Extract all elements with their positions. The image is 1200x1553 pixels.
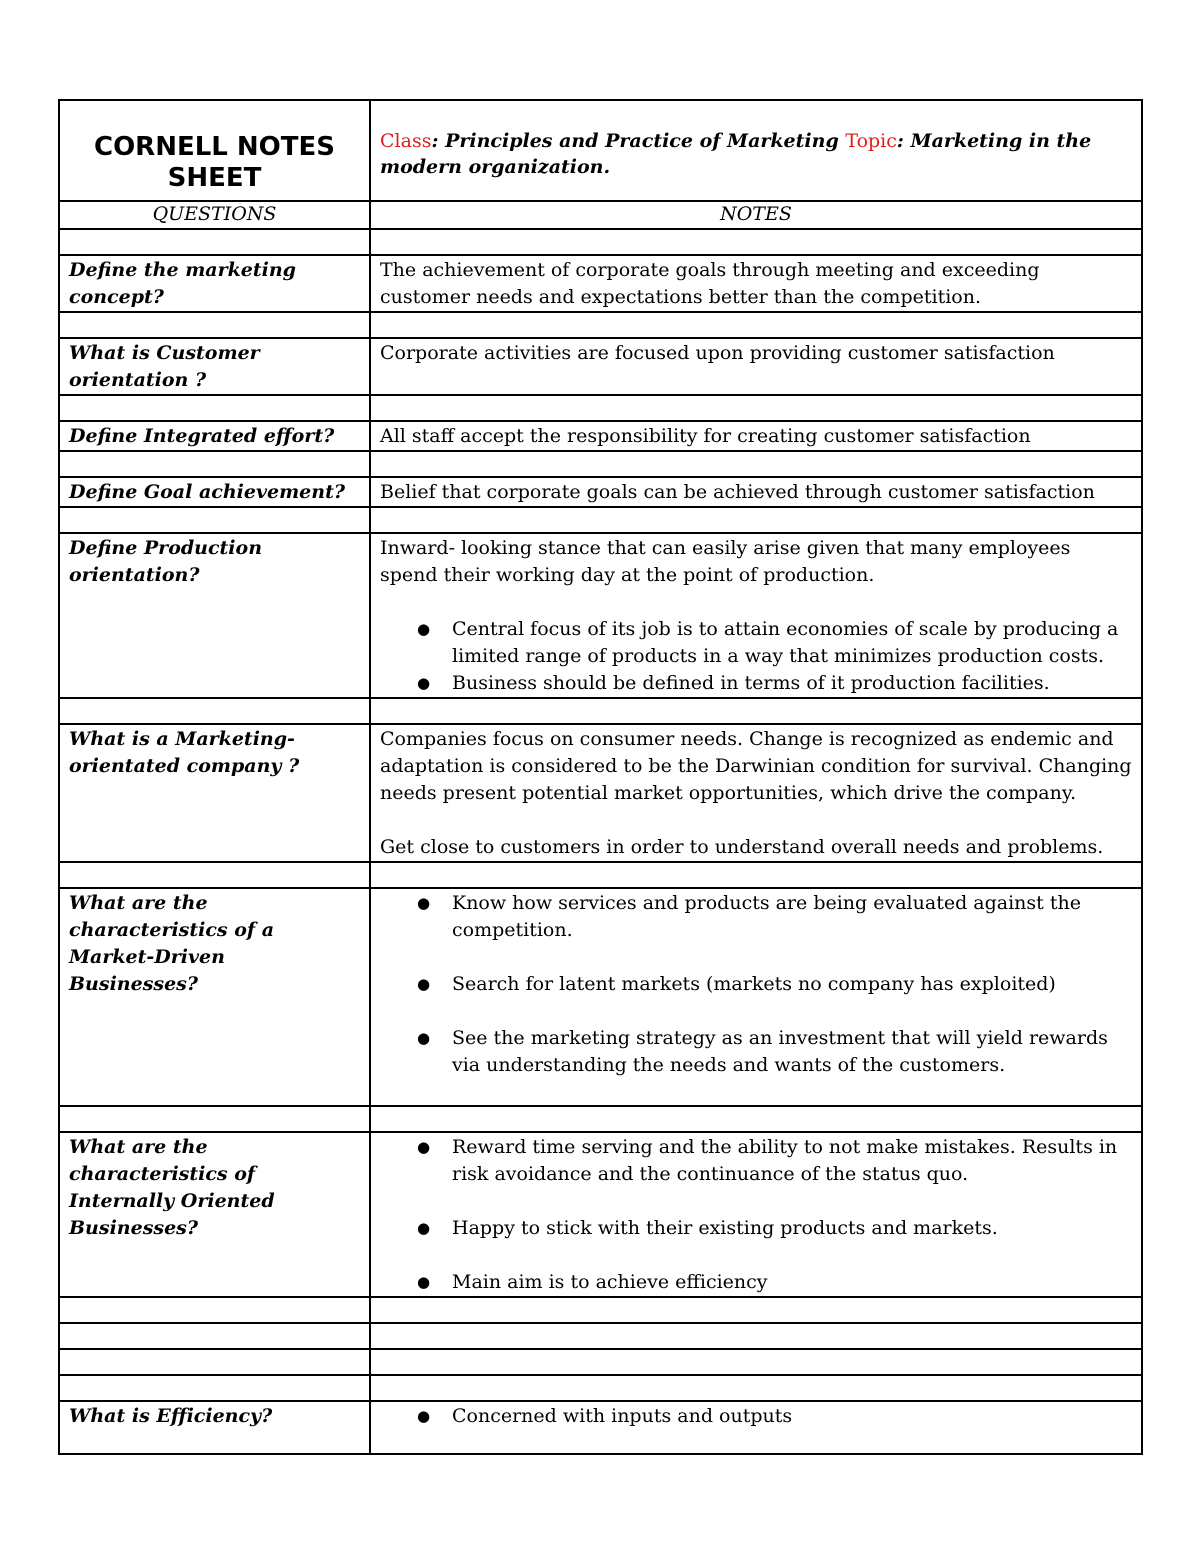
table-row bbox=[59, 477, 1142, 507]
note-cell: Belief that corporate goals can be achieved through customer satisfaction bbox=[370, 477, 1142, 507]
question-cell: Define Production orientation? bbox=[59, 533, 370, 698]
spacer-row bbox=[59, 1106, 1142, 1132]
table-row bbox=[59, 1132, 1142, 1297]
list-item: ● Search for latent markets (markets no company has exploited) bbox=[380, 971, 1132, 998]
question-cell: What is Efficiency? bbox=[59, 1401, 370, 1454]
spacer-row bbox=[59, 1349, 1142, 1375]
notes-header: NOTES bbox=[370, 201, 1142, 229]
column-header-row bbox=[59, 201, 1142, 229]
table-row bbox=[59, 338, 1142, 395]
spacer-row bbox=[59, 312, 1142, 338]
list-item: ● Business should be defined in terms of it production facilities. bbox=[380, 670, 1132, 697]
list-item: ● Concerned with inputs and outputs bbox=[380, 1403, 1132, 1430]
spacer-row bbox=[59, 862, 1142, 888]
question-cell: Define Integrated effort? bbox=[59, 421, 370, 451]
bullet-icon: ● bbox=[417, 674, 431, 692]
note-paragraph: Inward- looking stance that can easily arise given that many employees spend their working day at the point of production. bbox=[380, 537, 1071, 586]
bullet-icon: ● bbox=[417, 1029, 431, 1047]
topic-value: Marketing in the modern organization. bbox=[380, 130, 1092, 178]
bullet-icon: ● bbox=[417, 1219, 431, 1237]
spacer-row bbox=[59, 507, 1142, 533]
table-row bbox=[59, 255, 1142, 312]
list-item: ● Central focus of its job is to attain economies of scale by producing a limited range of products in a way that minimizes production costs. bbox=[417, 618, 1119, 667]
bullet-list bbox=[380, 616, 1132, 697]
note-cell: All staff accept the responsibility for creating customer satisfaction bbox=[370, 421, 1142, 451]
spacer-row bbox=[59, 1375, 1142, 1401]
bullet-icon: ● bbox=[417, 894, 431, 912]
question-cell: Define the marketing concept? bbox=[59, 255, 370, 312]
note-cell bbox=[370, 888, 1142, 1106]
note-paragraph: Get close to customers in order to understand overall needs and problems. bbox=[380, 836, 1104, 858]
bullet-icon: ● bbox=[417, 1138, 431, 1156]
class-label: Class bbox=[380, 130, 432, 152]
table-row bbox=[59, 888, 1142, 1106]
question-cell: What is a Marketing-orientated company ? bbox=[59, 724, 370, 862]
bullet-list bbox=[380, 1134, 1132, 1296]
question-cell: Define Goal achievement? bbox=[59, 477, 370, 507]
spacer-row bbox=[59, 229, 1142, 255]
bullet-list bbox=[380, 1403, 1132, 1430]
bullet-icon: ● bbox=[417, 620, 431, 638]
list-item: ● See the marketing strategy as an investment that will yield rewards via understanding the needs and wants of the customers. bbox=[417, 1027, 1108, 1076]
note-cell: The achievement of corporate goals through meeting and exceeding customer needs and expectations better than the competition. bbox=[370, 255, 1142, 312]
spacer-row bbox=[59, 395, 1142, 421]
table-row bbox=[59, 421, 1142, 451]
question-cell: What are the characteristics of Internally Oriented Businesses? bbox=[59, 1132, 370, 1297]
spacer-row bbox=[59, 451, 1142, 477]
note-cell bbox=[370, 724, 1142, 862]
list-item: ● Know how services and products are being evaluated against the competition. bbox=[417, 892, 1081, 941]
note-paragraph: Companies focus on consumer needs. Change is recognized as endemic and adaptation is considered to be the Darwinian condition for survival. Changing needs present potential market opportunities, which drive the company. bbox=[380, 728, 1132, 804]
header-row bbox=[59, 100, 1142, 201]
bullet-list bbox=[380, 890, 1132, 1079]
topic-label: Topic bbox=[845, 130, 897, 152]
table-row bbox=[59, 1401, 1142, 1454]
table-row bbox=[59, 533, 1142, 698]
cornell-notes-table bbox=[58, 99, 1143, 1455]
note-cell bbox=[370, 1401, 1142, 1454]
questions-header: QUESTIONS bbox=[59, 201, 370, 229]
sheet-title: CORNELL NOTES SHEET bbox=[59, 100, 370, 201]
note-cell bbox=[370, 1132, 1142, 1297]
question-cell: What are the characteristics of a Market-Driven Businesses? bbox=[59, 888, 370, 1106]
bullet-icon: ● bbox=[417, 975, 431, 993]
bullet-icon: ● bbox=[417, 1273, 431, 1291]
note-cell bbox=[370, 533, 1142, 698]
spacer-row bbox=[59, 698, 1142, 724]
bullet-icon: ● bbox=[417, 1407, 431, 1425]
class-value: Principles and Practice of Marketing bbox=[445, 130, 839, 152]
list-item: ● Happy to stick with their existing products and markets. bbox=[380, 1215, 1132, 1242]
list-item: ● Reward time serving and the ability to not make mistakes. Results in risk avoidance and the continuance of the status quo. bbox=[417, 1136, 1118, 1185]
class-topic-info: Class: Principles and Practice of Marketing Topic: Marketing in the modern organization. bbox=[370, 100, 1142, 201]
list-item: ● Main aim is to achieve efficiency bbox=[380, 1269, 1132, 1296]
table-row bbox=[59, 724, 1142, 862]
spacer-row bbox=[59, 1297, 1142, 1323]
question-cell: What is Customer orientation ? bbox=[59, 338, 370, 395]
note-cell: Corporate activities are focused upon providing customer satisfaction bbox=[370, 338, 1142, 395]
spacer-row bbox=[59, 1323, 1142, 1349]
